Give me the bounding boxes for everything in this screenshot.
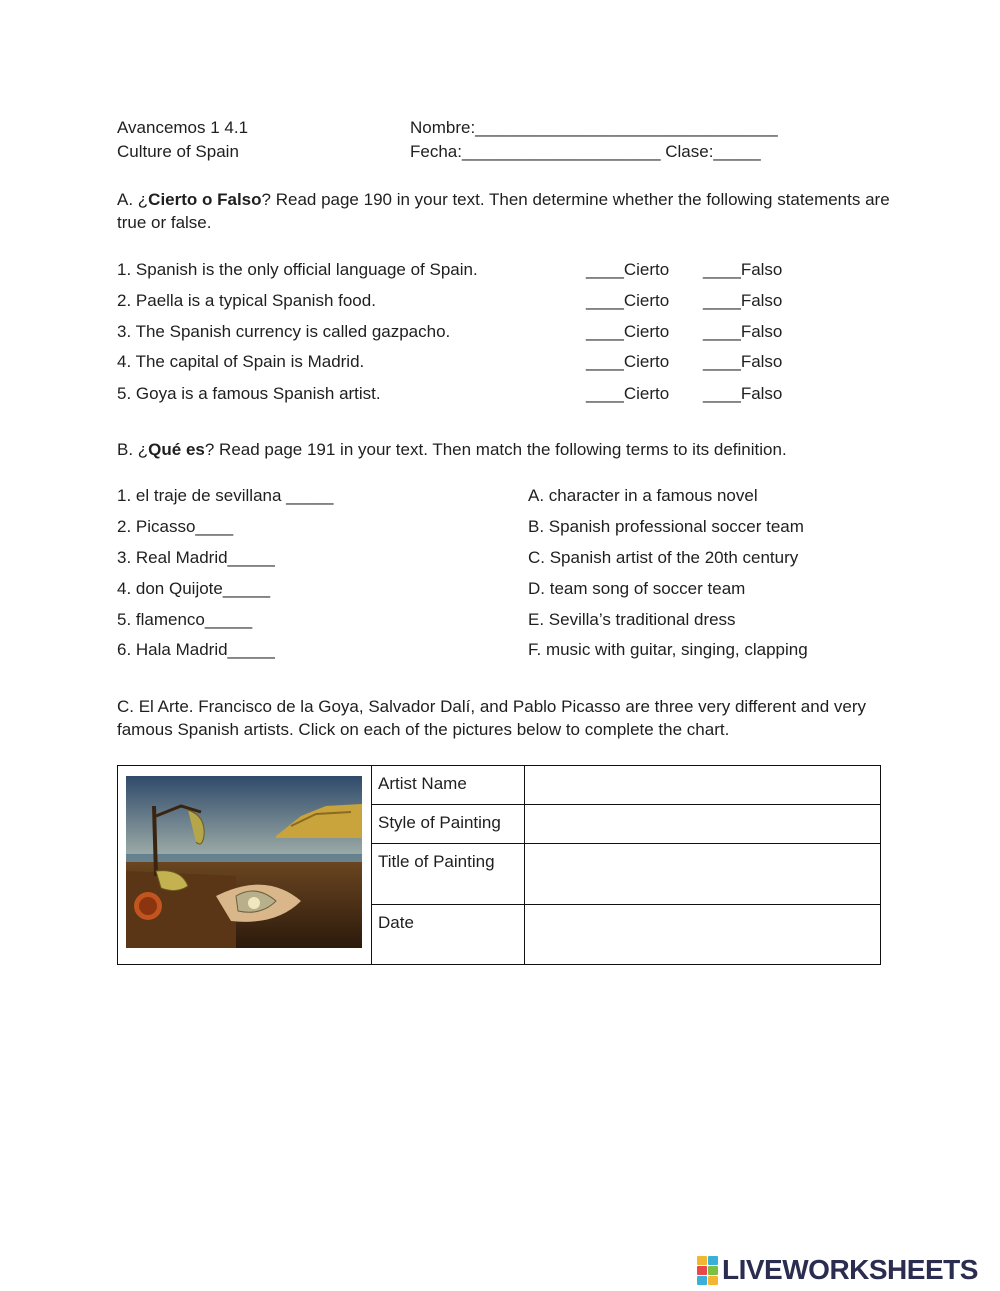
art-chart	[117, 765, 881, 965]
term-3[interactable]: 3. Real Madrid_____	[117, 548, 275, 567]
cierto-blank-4[interactable]: ____Cierto	[586, 352, 670, 371]
term-1[interactable]: 1. el traje de sevillana _____	[117, 486, 334, 505]
term-6[interactable]: 6. Hala Madrid_____	[117, 640, 275, 659]
section-c-instructions: C. El Arte. Francisco de la Goya, Salvador Dalí, and Pablo Picasso are three very different and very famous Spanish artists. Click on each of the pictures below to complete the chart.	[117, 697, 867, 739]
section-a-instructions: A. ¿Cierto o Falso? Read page 190 in your text. Then determine whether the following statements are true or false.	[117, 190, 890, 232]
falso-blank-1[interactable]: ____Falso	[703, 260, 783, 279]
statement-3: 3. The Spanish currency is called gazpacho.	[117, 322, 451, 341]
section-b-instructions: B. ¿Qué es? Read page 191 in your text. Then match the following terms to its definition.	[117, 440, 787, 459]
painting-cell[interactable]	[118, 766, 372, 965]
falso-blank-3[interactable]: ____Falso	[703, 322, 783, 341]
label-artist-name: Artist Name	[371, 766, 524, 805]
input-artist-name[interactable]	[524, 766, 880, 805]
statement-1: 1. Spanish is the only official language of Spain.	[117, 260, 478, 279]
definition-d: D. team song of soccer team	[528, 579, 746, 598]
definition-c: C. Spanish artist of the 20th century	[528, 548, 799, 567]
input-title-of-painting[interactable]	[524, 844, 880, 904]
term-5[interactable]: 5. flamenco_____	[117, 610, 253, 629]
name-field[interactable]: Nombre:________________________________	[410, 118, 778, 137]
topic-title: Culture of Spain	[117, 142, 239, 161]
falso-blank-5[interactable]: ____Falso	[703, 384, 783, 403]
definition-f: F. music with guitar, singing, clapping	[528, 640, 808, 659]
statement-2: 2. Paella is a typical Spanish food.	[117, 291, 376, 310]
falso-blank-2[interactable]: ____Falso	[703, 291, 783, 310]
cierto-blank-2[interactable]: ____Cierto	[586, 291, 670, 310]
term-2[interactable]: 2. Picasso____	[117, 517, 234, 536]
date-class-field[interactable]: Fecha:_____________________ Clase:_____	[410, 142, 761, 161]
statement-5: 5. Goya is a famous Spanish artist.	[117, 384, 381, 403]
label-title-of-painting: Title of Painting	[371, 844, 524, 904]
input-date[interactable]	[524, 904, 880, 964]
painting-image[interactable]	[126, 776, 362, 948]
cierto-blank-3[interactable]: ____Cierto	[586, 322, 670, 341]
definition-b: B. Spanish professional soccer team	[528, 517, 804, 536]
liveworksheets-logo	[697, 1253, 978, 1287]
falso-blank-4[interactable]: ____Falso	[703, 352, 783, 371]
definition-e: E. Sevilla’s traditional dress	[528, 610, 736, 629]
cierto-blank-1[interactable]: ____Cierto	[586, 260, 670, 279]
input-style-of-painting[interactable]	[524, 805, 880, 844]
logo-text: LIVEWORKSHEETS	[722, 1254, 978, 1285]
label-date: Date	[371, 904, 524, 964]
cierto-blank-5[interactable]: ____Cierto	[586, 384, 670, 403]
statement-4: 4. The capital of Spain is Madrid.	[117, 352, 365, 371]
term-4[interactable]: 4. don Quijote_____	[117, 579, 271, 598]
label-style-of-painting: Style of Painting	[371, 805, 524, 844]
definition-a: A. character in a famous novel	[528, 486, 758, 505]
course-title: Avancemos 1 4.1	[117, 118, 249, 137]
logo-blocks-icon	[697, 1256, 718, 1285]
